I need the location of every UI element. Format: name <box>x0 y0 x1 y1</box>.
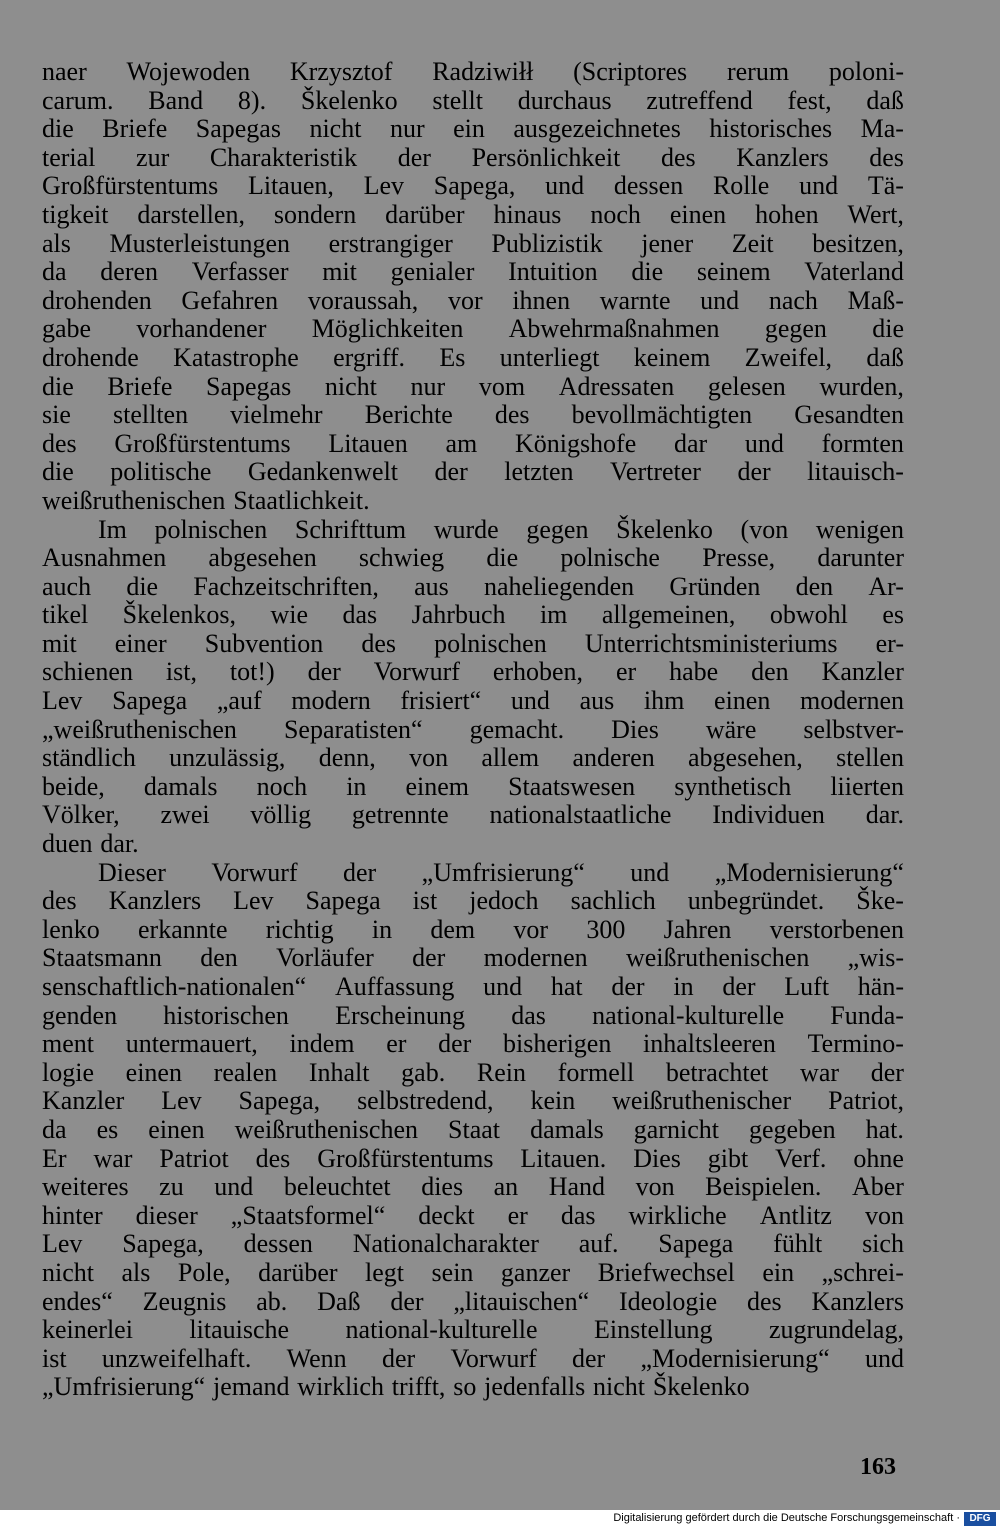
text-line: tigkeit darstellen, sondern darüber hinaus noch einen hohen Wert, <box>42 199 904 229</box>
text-line: mit einer Subvention des polnischen Unterrichtsministeriums er- <box>42 628 904 658</box>
text-line: da deren Verfasser mit genialer Intuition die seinem Vaterland <box>42 257 904 287</box>
page-number: 163 <box>860 1454 896 1480</box>
text-line: duen dar. <box>42 829 139 859</box>
text-line: drohende Katastrophe ergriff. Es unterliegt keinem Zweifel, daß <box>42 342 904 372</box>
digitization-footer <box>0 1510 1000 1530</box>
text-line: tikel Škelenkos, wie das Jahrbuch im allgemeinen, obwohl es <box>42 600 904 630</box>
text-line: drohenden Gefahren voraussah, vor ihnen warnte und nach Maß- <box>42 285 904 315</box>
text-line: Im polnischen Schrifttum wurde gegen Škelenko (von wenigen <box>98 514 904 544</box>
text-line: hinter dieser „Staatsformel“ deckt er das wirkliche Antlitz von <box>42 1200 904 1230</box>
text-line: senschaftlich-nationalen“ Auffassung und hat der in der Luft hän- <box>42 972 904 1001</box>
text-line: sie stellten vielmehr Berichte des bevollmächtigten Gesandten <box>42 400 904 430</box>
text-line: weißruthenischen Staatlichkeit. <box>42 485 370 515</box>
text-line: endes“ Zeugnis ab. Daß der „litauischen“ Ideologie des Kanzlers <box>42 1286 904 1316</box>
text-line: weiteres zu und beleuchtet dies an Hand von Beispielen. Aber <box>42 1172 904 1202</box>
text-line: naer Wojewoden Krzysztof Radziwiłł (Scriptores rerum poloni- <box>42 57 904 86</box>
text-line: „Umfrisierung“ jemand wirklich trifft, so jedenfalls nicht Škelenko <box>42 1372 750 1402</box>
text-line: Lev Sapega „auf modern frisiert“ und aus ihm einen modernen <box>42 686 904 716</box>
text-line: als Musterleistungen erstrangiger Publizistik jener Zeit besitzen, <box>42 228 904 258</box>
text-line: Dieser Vorwurf der „Umfrisierung“ und „Modernisierung“ <box>98 857 904 887</box>
text-line: logie einen realen Inhalt gab. Rein formell betrachtet war der <box>42 1057 904 1087</box>
text-line: ständlich unzulässig, denn, von allem anderen abgesehen, stellen <box>42 743 904 773</box>
text-line: die Briefe Sapegas nicht nur ein ausgezeichnetes historisches Ma- <box>42 114 904 144</box>
text-line: gabe vorhandener Möglichkeiten Abwehrmaßnahmen gegen die <box>42 314 904 344</box>
text-line: terial zur Charakteristik der Persönlichkeit des Kanzlers des <box>42 142 904 172</box>
text-line: schienen ist, tot!) der Vorwurf erhoben, er habe den Kanzler <box>42 657 904 687</box>
text-line: auch die Fachzeitschriften, aus naheliegenden Gründen den Ar- <box>42 571 904 601</box>
text-line: Lev Sapega, dessen Nationalcharakter auf. Sapega fühlt sich <box>42 1229 904 1259</box>
text-line: des Kanzlers Lev Sapega ist jedoch sachlich unbegründet. Ške- <box>42 886 904 916</box>
text-line: „weißruthenischen Separatisten“ gemacht. Dies wäre selbstver- <box>42 714 904 744</box>
text-line: da es einen weißruthenischen Staat damals garnicht gegeben hat. <box>42 1114 904 1144</box>
text-line: die politische Gedankenwelt der letzten Vertreter der litauisch- <box>42 457 904 487</box>
dfg-logo: DFG <box>964 1512 996 1526</box>
text-line: genden historischen Erscheinung das national-kulturelle Funda- <box>42 1000 904 1030</box>
text-line: Staatsmann den Vorläufer der modernen weißruthenischen „wis- <box>42 943 904 973</box>
text-line: beide, damals noch in einem Staatswesen synthetisch liierten <box>42 771 904 801</box>
text-line: die Briefe Sapegas nicht nur vom Adressaten gelesen wurden, <box>42 371 904 401</box>
text-line: keinerlei litauische national-kulturelle Einstellung zugrundelag, <box>42 1315 904 1345</box>
text-line: Großfürstentums Litauen, Lev Sapega, und dessen Rolle und Tä- <box>42 171 904 201</box>
text-line: Ausnahmen abgesehen schwieg die polnische Presse, darunter <box>42 543 904 573</box>
text-line: Völker, zwei völlig getrennte nationalstaatliche Individuen dar. <box>42 800 904 830</box>
text-line: nicht als Pole, darüber legt sein ganzer Briefwechsel ein „schrei- <box>42 1257 904 1287</box>
funding-note: Digitalisierung gefördert durch die Deutsche Forschungsgemeinschaft · <box>613 1512 960 1524</box>
body-text <box>42 58 904 1402</box>
text-line: ment untermauert, indem er der bisherigen inhaltsleeren Termino- <box>42 1029 904 1059</box>
text-line: Er war Patriot des Großfürstentums Litauen. Dies gibt Verf. ohne <box>42 1143 904 1173</box>
text-line: lenko erkannte richtig in dem vor 300 Jahren verstorbenen <box>42 914 904 944</box>
text-line: carum. Band 8). Škelenko stellt durchaus zutreffend fest, daß <box>42 85 904 115</box>
text-line: Kanzler Lev Sapega, selbstredend, kein weißruthenischer Patriot, <box>42 1086 904 1116</box>
text-line: ist unzweifelhaft. Wenn der Vorwurf der „Modernisierung“ und <box>42 1343 904 1373</box>
text-line: des Großfürstentums Litauen am Königshofe dar und formten <box>42 428 904 458</box>
